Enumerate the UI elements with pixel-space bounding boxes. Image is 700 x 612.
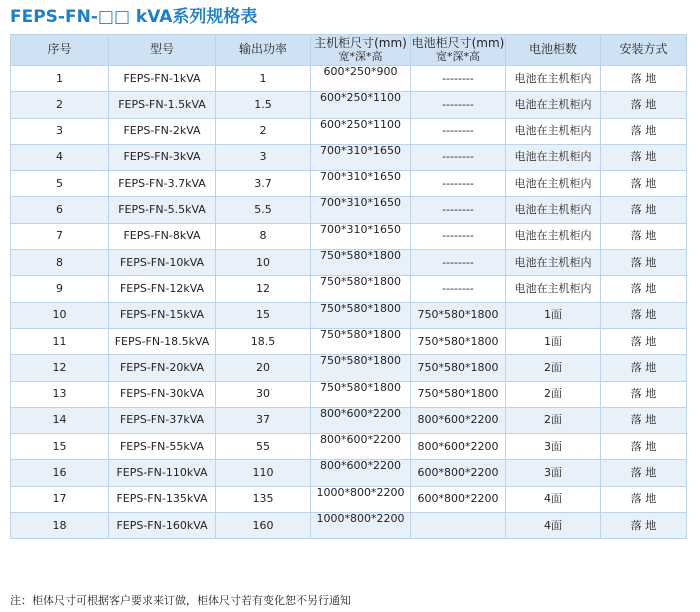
cell-batt-dim	[411, 513, 506, 539]
cell-batt-count: 1面	[506, 328, 601, 354]
cell-install: 落 地	[601, 171, 687, 197]
cell-model: FEPS-FN-55kVA	[109, 434, 216, 460]
cell-batt-dim: 750*580*1800	[411, 381, 506, 407]
cell-batt-count: 2面	[506, 355, 601, 381]
cell-power: 12	[216, 276, 311, 302]
cell-batt-count: 2面	[506, 381, 601, 407]
cell-main-dim: 750*580*1800	[311, 250, 411, 276]
table-row	[11, 407, 687, 433]
cell-seq: 13	[11, 381, 109, 407]
cell-main-dim: 700*310*1650	[311, 197, 411, 223]
cell-batt-dim: --------	[411, 118, 506, 144]
header-power: 输出功率	[216, 35, 311, 66]
cell-seq: 2	[11, 92, 109, 118]
cell-power: 18.5	[216, 328, 311, 354]
cell-power: 135	[216, 486, 311, 512]
table-row	[11, 328, 687, 354]
cell-main-dim: 600*250*900	[311, 66, 411, 92]
cell-main-dim: 750*580*1800	[311, 302, 411, 328]
cell-batt-dim: --------	[411, 92, 506, 118]
cell-batt-count: 电池在主机柜内	[506, 171, 601, 197]
cell-batt-count: 1面	[506, 302, 601, 328]
cell-batt-count: 电池在主机柜内	[506, 250, 601, 276]
cell-main-dim: 1000*800*2200	[311, 486, 411, 512]
cell-seq: 12	[11, 355, 109, 381]
cell-model: FEPS-FN-10kVA	[109, 250, 216, 276]
cell-model: FEPS-FN-5.5kVA	[109, 197, 216, 223]
cell-batt-dim: --------	[411, 197, 506, 223]
table-row	[11, 171, 687, 197]
cell-power: 1.5	[216, 92, 311, 118]
cell-main-dim: 1000*800*2200	[311, 513, 411, 539]
cell-model: FEPS-FN-20kVA	[109, 355, 216, 381]
cell-main-dim: 600*250*1100	[311, 118, 411, 144]
cell-main-dim: 700*310*1650	[311, 144, 411, 170]
cell-power: 55	[216, 434, 311, 460]
cell-main-dim: 600*250*1100	[311, 92, 411, 118]
cell-power: 15	[216, 302, 311, 328]
cell-seq: 4	[11, 144, 109, 170]
cell-batt-dim: 800*600*2200	[411, 434, 506, 460]
cell-install: 落 地	[601, 144, 687, 170]
cell-batt-dim: --------	[411, 171, 506, 197]
cell-model: FEPS-FN-8kVA	[109, 223, 216, 249]
cell-batt-dim: 750*580*1800	[411, 302, 506, 328]
cell-batt-dim: --------	[411, 144, 506, 170]
cell-seq: 11	[11, 328, 109, 354]
cell-batt-count: 4面	[506, 486, 601, 512]
cell-batt-count: 2面	[506, 407, 601, 433]
cell-main-dim: 750*580*1800	[311, 328, 411, 354]
table-row	[11, 223, 687, 249]
cell-install: 落 地	[601, 407, 687, 433]
cell-install: 落 地	[601, 434, 687, 460]
table-row	[11, 118, 687, 144]
cell-seq: 9	[11, 276, 109, 302]
cell-seq: 3	[11, 118, 109, 144]
cell-model: FEPS-FN-1.5kVA	[109, 92, 216, 118]
header-main-dim-sub: 宽*深*高	[338, 49, 383, 63]
cell-seq: 10	[11, 302, 109, 328]
header-batt-count: 电池柜数	[506, 35, 601, 66]
table-row	[11, 486, 687, 512]
cell-power: 3	[216, 144, 311, 170]
header-batt-dim-sub: 宽*深*高	[436, 49, 480, 63]
spec-table	[10, 34, 687, 539]
cell-power: 5.5	[216, 197, 311, 223]
cell-batt-count: 3面	[506, 460, 601, 486]
cell-main-dim: 800*600*2200	[311, 460, 411, 486]
cell-batt-dim: 600*800*2200	[411, 460, 506, 486]
table-row	[11, 434, 687, 460]
cell-seq: 5	[11, 171, 109, 197]
cell-model: FEPS-FN-3kVA	[109, 144, 216, 170]
cell-main-dim: 700*310*1650	[311, 223, 411, 249]
cell-install: 落 地	[601, 197, 687, 223]
table-row	[11, 144, 687, 170]
header-batt-dim-label: 电池柜尺寸(mm)	[411, 36, 505, 51]
cell-batt-count: 电池在主机柜内	[506, 276, 601, 302]
cell-batt-count: 电池在主机柜内	[506, 197, 601, 223]
cell-seq: 16	[11, 460, 109, 486]
cell-install: 落 地	[601, 223, 687, 249]
cell-install: 落 地	[601, 250, 687, 276]
cell-install: 落 地	[601, 355, 687, 381]
cell-model: FEPS-FN-37kVA	[109, 407, 216, 433]
table-row	[11, 276, 687, 302]
cell-seq: 14	[11, 407, 109, 433]
table-row	[11, 460, 687, 486]
cell-install: 落 地	[601, 276, 687, 302]
table-row	[11, 513, 687, 539]
table-row	[11, 355, 687, 381]
cell-seq: 1	[11, 66, 109, 92]
table-body	[11, 66, 687, 539]
cell-install: 落 地	[601, 92, 687, 118]
cell-install: 落 地	[601, 302, 687, 328]
cell-install: 落 地	[601, 328, 687, 354]
cell-model: FEPS-FN-2kVA	[109, 118, 216, 144]
cell-power: 37	[216, 407, 311, 433]
cell-batt-count: 电池在主机柜内	[506, 144, 601, 170]
cell-seq: 8	[11, 250, 109, 276]
cell-batt-dim: 750*580*1800	[411, 355, 506, 381]
cell-main-dim: 750*580*1800	[311, 276, 411, 302]
cell-batt-count: 3面	[506, 434, 601, 460]
cell-batt-dim: --------	[411, 66, 506, 92]
table-row	[11, 381, 687, 407]
cell-batt-count: 电池在主机柜内	[506, 92, 601, 118]
table-header-row	[11, 35, 687, 66]
cell-power: 110	[216, 460, 311, 486]
cell-power: 8	[216, 223, 311, 249]
cell-batt-dim: --------	[411, 223, 506, 249]
table-row	[11, 197, 687, 223]
cell-power: 30	[216, 381, 311, 407]
cell-seq: 17	[11, 486, 109, 512]
header-main-dim-label: 主机柜尺寸(mm)	[314, 36, 407, 51]
cell-model: FEPS-FN-110kVA	[109, 460, 216, 486]
cell-batt-dim: --------	[411, 276, 506, 302]
cell-install: 落 地	[601, 66, 687, 92]
table-row	[11, 92, 687, 118]
header-model: 型号	[109, 35, 216, 66]
cell-main-dim: 800*600*2200	[311, 434, 411, 460]
cell-model: FEPS-FN-15kVA	[109, 302, 216, 328]
page-title: FEPS-FN-□□ kVA系列规格表	[10, 7, 258, 27]
table-row	[11, 302, 687, 328]
cell-power: 20	[216, 355, 311, 381]
cell-power: 10	[216, 250, 311, 276]
cell-install: 落 地	[601, 486, 687, 512]
cell-main-dim: 800*600*2200	[311, 407, 411, 433]
cell-batt-count: 电池在主机柜内	[506, 66, 601, 92]
table-row	[11, 66, 687, 92]
cell-main-dim: 750*580*1800	[311, 381, 411, 407]
cell-install: 落 地	[601, 381, 687, 407]
cell-install: 落 地	[601, 460, 687, 486]
cell-seq: 18	[11, 513, 109, 539]
table-row	[11, 250, 687, 276]
header-install: 安装方式	[601, 35, 687, 66]
cell-power: 1	[216, 66, 311, 92]
header-batt-dim	[411, 35, 506, 66]
cell-model: FEPS-FN-160kVA	[109, 513, 216, 539]
cell-batt-dim: --------	[411, 250, 506, 276]
cell-install: 落 地	[601, 118, 687, 144]
cell-seq: 15	[11, 434, 109, 460]
cell-power: 2	[216, 118, 311, 144]
cell-install: 落 地	[601, 513, 687, 539]
header-main-dim	[311, 35, 411, 66]
cell-power: 160	[216, 513, 311, 539]
cell-batt-count: 电池在主机柜内	[506, 223, 601, 249]
cell-model: FEPS-FN-30kVA	[109, 381, 216, 407]
cell-batt-count: 4面	[506, 513, 601, 539]
cell-batt-dim: 750*580*1800	[411, 328, 506, 354]
footnote: 注：柜体尺寸可根据客户要求来订做，柜体尺寸若有变化恕不另行通知	[10, 594, 351, 607]
cell-power: 3.7	[216, 171, 311, 197]
cell-model: FEPS-FN-1kVA	[109, 66, 216, 92]
cell-seq: 6	[11, 197, 109, 223]
cell-seq: 7	[11, 223, 109, 249]
cell-main-dim: 750*580*1800	[311, 355, 411, 381]
cell-batt-dim: 800*600*2200	[411, 407, 506, 433]
cell-batt-dim: 600*800*2200	[411, 486, 506, 512]
cell-model: FEPS-FN-135kVA	[109, 486, 216, 512]
cell-batt-count: 电池在主机柜内	[506, 118, 601, 144]
header-seq: 序号	[11, 35, 109, 66]
cell-model: FEPS-FN-18.5kVA	[109, 328, 216, 354]
cell-model: FEPS-FN-12kVA	[109, 276, 216, 302]
cell-main-dim: 700*310*1650	[311, 171, 411, 197]
cell-model: FEPS-FN-3.7kVA	[109, 171, 216, 197]
